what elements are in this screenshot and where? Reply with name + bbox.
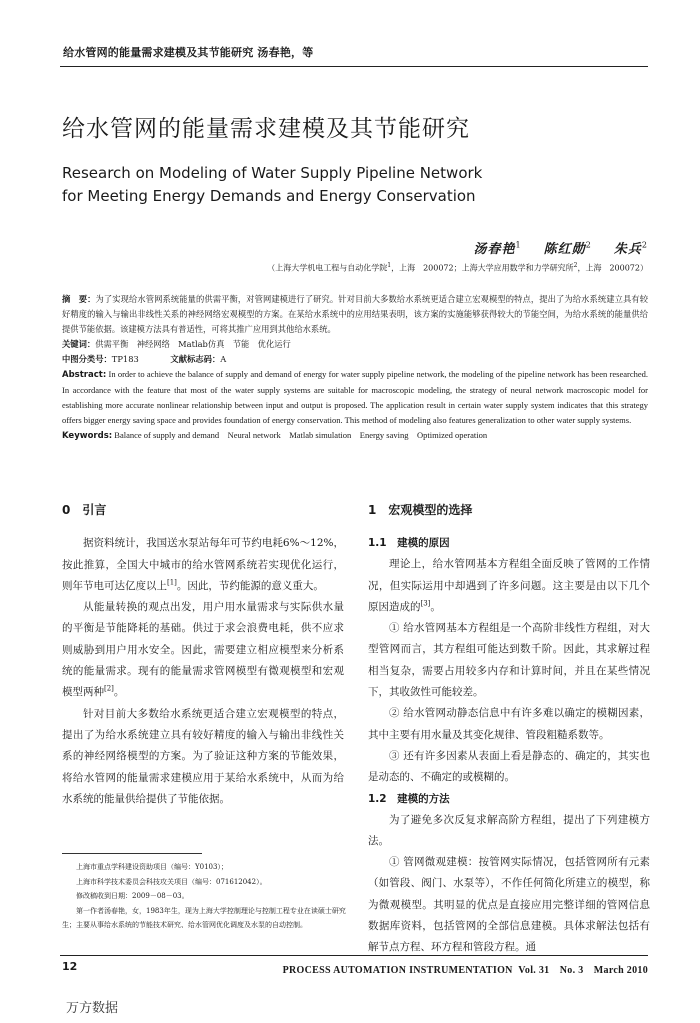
list-item: ③ 还有许多因素从表面上看是静态的、确定的，其实也是动态的、不确定的或模糊的。: [368, 749, 650, 784]
abstract-en-text: In order to achieve the balance of supply and demand of energy for water supply pipeline network, the modeling of the pipeline network has been researched. In accordance with the feature that most of the water supply systems are suitable for macroscopic modeling, the strategy of neural network macroscopic model for establishing more accurate nonlinear relationship between input and output is proposed. The application result in certain water supply system indicates that this strategy offers bigger energy saving space and provides foundation of energy conservation. This method of modeling also features generalization to other water supply systems.: [62, 369, 648, 425]
paragraph-text: 从能量转换的观点出发，用户用水量需求与实际供水量的平衡是节能降耗的基础。供过于求会浪费电耗，供不应求则威胁到用户用水安全。因此，需要建立相应模型来分析系统的能量需求。现有的能量需求管网模型有微观模型和宏观模型两种: [62, 601, 344, 699]
footnote: 修改稿收到日期：2009－08－03。: [76, 892, 189, 900]
affiliations: [267, 262, 648, 274]
keywords-en-label: Keywords:: [62, 431, 113, 441]
title-english-line-1: Research on Modeling of Water Supply Pipeline Network: [62, 164, 483, 182]
title-chinese: 给水管网的能量需求建模及其节能研究: [62, 116, 470, 142]
clc-value: TP183: [111, 354, 139, 364]
right-column: [368, 500, 650, 959]
author-name: 朱兵: [613, 242, 642, 257]
footnote: 第一作者汤春艳，女，1983年生，现为上海大学控制理论与控制工程专业在读硕士研究生；主要从事给水系统的节能技术研究、给水管网优化调度及水泵的自动控制。: [62, 906, 346, 929]
abstract-label: 摘 要：: [62, 294, 96, 304]
journal-volume: Vol. 31 No. 3 March 2010: [518, 965, 648, 976]
footnote: 上海市重点学科建设资助项目（编号：Y0103）；: [76, 863, 228, 871]
abstract-text: 为了实现给水管网系统能量的供需平衡，对管网建模进行了研究。针对目前大多数给水系统更适合建立宏观模型的特点，提出了为给水系统建立具有较好精度的输入与输出非线性关系的神经网络宏观模型的方案。在某给水系统中的应用结果表明，该方案的实施能够获得较大的节能空间，为给水系统的能量供给提供节能依据。该建模方法具有普适性，可将其推广应用到其他给水系统。: [62, 294, 648, 334]
header-rule: [60, 66, 648, 67]
author-list: [473, 238, 648, 257]
page-number: 12: [62, 960, 78, 973]
paragraph: [62, 533, 344, 597]
footer-rule: [60, 955, 648, 956]
section-heading-model-selection: 1 宏观模型的选择: [368, 503, 473, 517]
affiliation-2-mark: 2: [573, 262, 578, 269]
list-item: ① 给水管网基本方程组是一个高阶非线性方程组，对大型管网而言，其方程组可能达到数千阶。因此，其求解过程相当复杂，需要占用较多内存和计算时间，并且在某些情况下，其收敛性可能较差。: [368, 622, 650, 699]
watermark: 万方数据: [66, 1001, 119, 1016]
citation: [3]: [420, 599, 431, 608]
clc-label: 中图分类号：: [62, 354, 112, 364]
subsection-heading: 1.1 建模的原因: [368, 537, 450, 550]
affiliation-1-mark: 1: [387, 262, 392, 269]
doc-code-value: A: [220, 354, 227, 364]
abstract-block: [62, 292, 648, 444]
author-affiliation-mark: 2: [641, 240, 648, 250]
affiliation-1-city: ，上海 200072；: [391, 263, 462, 273]
paragraph: 针对目前大多数给水系统更适合建立宏观模型的特点，提出了为给水系统建立具有较好精度的输入与输出非线性关系的神经网络模型的方案。为了验证这种方案的节能效果，将给水管网的能量需求建模应用于某给水系统中，从而为给水系统的能量供给提供了节能依据。: [62, 707, 344, 805]
list-item: ② 给水管网动静态信息中有许多难以确定的模糊因素，其中主要有用水量及其变化规律、管段粗糙系数等。: [368, 707, 650, 741]
footnote-rule: [62, 853, 202, 854]
journal-info: [283, 961, 648, 976]
keywords-chinese: [62, 337, 648, 352]
paragraph: [62, 597, 344, 703]
abstract-chinese: [62, 292, 648, 337]
paragraph: 为了避免多次反复求解高阶方程组，提出了下列建模方法。: [368, 813, 650, 847]
paragraph-text: 。: [113, 686, 125, 699]
left-column: [62, 500, 344, 810]
paragraph-text: 据资料统计，我国送水泵站每年可节约电耗6%～12%，按此推算，全国大中城市的给水管网系统若实现优化运行，则年节电可达亿度以上: [62, 537, 344, 592]
keywords-label: 关键词：: [62, 339, 96, 349]
classification: [62, 352, 648, 367]
keywords-text: 供需平衡 神经网络 Matlab仿真 节能 优化运行: [95, 339, 291, 349]
paragraph: [368, 554, 650, 618]
affiliation-1: （上海大学机电工程与自动化学院: [267, 263, 388, 273]
section-heading-introduction: 0 引言: [62, 503, 107, 517]
doc-code-label: 文献标志码：: [170, 354, 221, 364]
affiliation-2-city: ，上海 200072）: [577, 263, 648, 273]
paragraph-text: 。因此，节约能源的意义重大。: [176, 579, 324, 592]
author-affiliation-mark: 2: [585, 240, 592, 250]
author-name: 陈红勋: [543, 242, 586, 257]
affiliation-2: 上海大学应用数学和力学研究所: [461, 263, 574, 273]
paragraph-text: 理论上，给水管网基本方程组全面反映了管网的工作情况，但实际运用中却遇到了许多问题。这主要是由以下几个原因造成的: [368, 558, 650, 613]
list-item: ① 管网微观建模：按管网实际情况，包括管网所有元素（如管段、阀门、水泵等），不作任何简化所建立的模型，称为微观模型。其明显的优点是直接应用完整详细的管网信息数据库资料，包括管网的全部信息建模。具体求解法包括有解节点方程、环方程和管段方程。通: [368, 856, 650, 954]
citation: [2]: [104, 684, 114, 693]
author-affiliation-mark: 1: [515, 240, 522, 250]
running-header: 给水管网的能量需求建模及其节能研究 汤春艳，等: [63, 46, 314, 59]
keywords-english: [62, 428, 648, 444]
paragraph-text: 。: [430, 600, 441, 613]
keywords-en-text: Balance of supply and demand Neural network Matlab simulation Energy saving Optimized operation: [114, 430, 488, 440]
title-english: [62, 162, 652, 208]
abstract-en-label: Abstract:: [62, 370, 107, 380]
journal-name: PROCESS AUTOMATION INSTRUMENTATION: [282, 965, 513, 976]
footnote: 上海市科学技术委员会科技攻关项目（编号：071612042）。: [76, 877, 267, 886]
footnotes: [62, 860, 347, 933]
author-name: 汤春艳: [473, 242, 516, 257]
abstract-english: [62, 367, 648, 428]
subsection-heading: 1.2 建模的方法: [368, 792, 450, 805]
title-english-line-2: for Meeting Energy Demands and Energy Conservation: [62, 187, 476, 205]
citation: [1]: [167, 578, 177, 587]
